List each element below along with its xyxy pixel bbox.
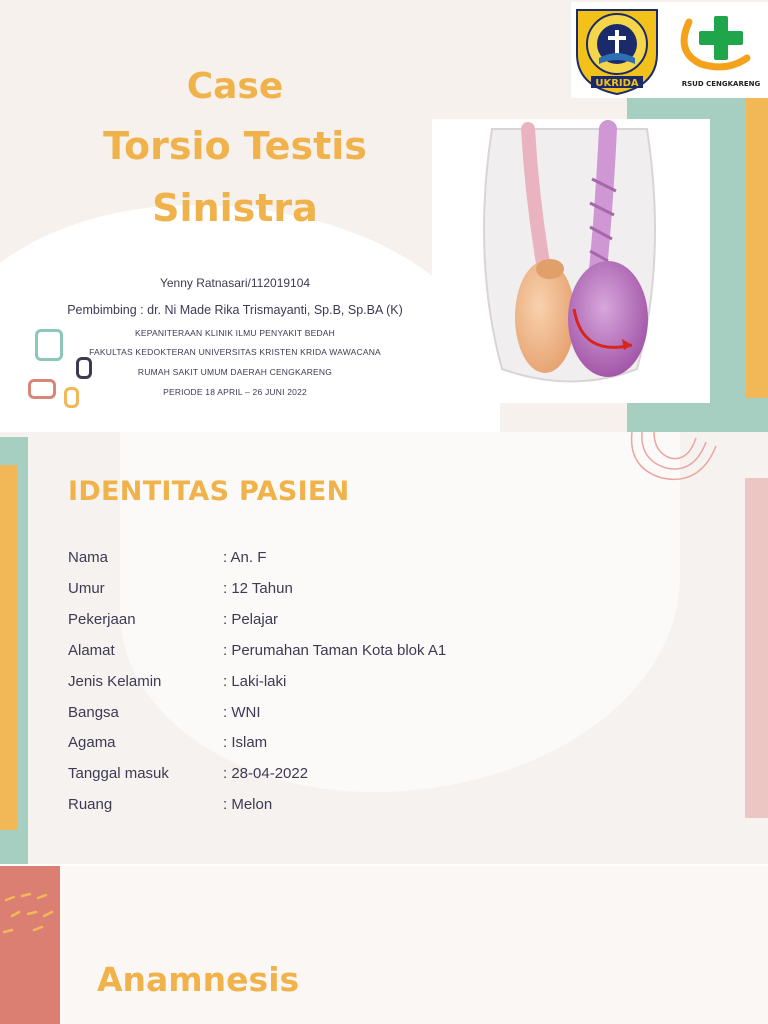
author-line: Yenny Ratnasari/112019104	[159, 276, 311, 290]
row-value: : Perumahan Taman Kota blok A1	[223, 642, 447, 659]
row-label: Bangsa	[68, 704, 119, 721]
row-label: Umur	[68, 580, 105, 597]
faculty-line: FAKULTAS KEDOKTERAN UNIVERSITAS KRISTEN KRIDA WAWACANA	[89, 347, 381, 357]
title-line-3: Sinistra	[152, 186, 318, 230]
row-value: : An. F	[223, 549, 267, 566]
institution-logos	[571, 2, 768, 98]
row-label: Agama	[68, 734, 116, 751]
orange-accent-bar	[746, 98, 768, 398]
row-label: Pekerjaan	[68, 611, 136, 628]
period-line: PERIODE 18 APRIL – 26 JUNI 2022	[163, 387, 307, 397]
svg-text:RSUD CENGKARENG: RSUD CENGKARENG	[681, 80, 761, 88]
row-label: Ruang	[68, 796, 113, 813]
anamnesis-slide	[0, 866, 768, 1024]
rsud-cengkareng-logo-icon	[682, 16, 761, 88]
testis-illustration	[432, 119, 710, 403]
logo-strip	[571, 2, 768, 98]
row-label: Tanggal masuk	[68, 765, 169, 782]
deco-square-orange-icon	[64, 387, 79, 408]
section-title: Anamnesis	[97, 960, 300, 999]
section-title: IDENTITAS PASIEN	[68, 476, 350, 507]
row-value: : Laki-laki	[223, 673, 287, 690]
contour-lines-icon	[624, 432, 720, 488]
title-line-1: Case	[186, 66, 284, 107]
identity-slide	[0, 432, 768, 864]
row-value: : Pelajar	[223, 611, 279, 628]
row-value: : WNI	[223, 704, 261, 721]
hospital-line: RUMAH SAKIT UMUM DAERAH CENGKARENG	[137, 367, 333, 377]
row-value: : 28-04-2022	[223, 765, 309, 782]
department-line: KEPANITERAAN KLINIK ILMU PENYAKIT BEDAH	[134, 328, 336, 338]
deco-square-salmon-icon	[28, 379, 56, 399]
deco-square-teal-icon	[35, 329, 63, 361]
row-value: : 12 Tahun	[223, 580, 293, 597]
deco-square-dark-icon	[76, 357, 92, 379]
svg-text:UKRIDA: UKRIDA	[595, 78, 639, 89]
orange-accent-bar	[0, 465, 17, 830]
supervisor-line: Pembimbing : dr. Ni Made Rika Trismayanti, Sp.B, Sp.BA (K)	[67, 303, 403, 317]
testicular-torsion-illustration-icon	[432, 119, 710, 403]
cover-slide	[0, 0, 768, 432]
ukrida-logo-icon	[577, 10, 657, 94]
confetti-dashes-icon	[0, 886, 60, 946]
row-label: Alamat	[68, 642, 115, 659]
row-value: : Melon	[223, 796, 273, 813]
row-label: Jenis Kelamin	[68, 673, 162, 690]
row-value: : Islam	[223, 734, 268, 751]
title-line-2: Torsio Testis	[103, 124, 367, 168]
row-label: Nama	[68, 549, 109, 566]
pink-accent-bar	[745, 478, 768, 818]
